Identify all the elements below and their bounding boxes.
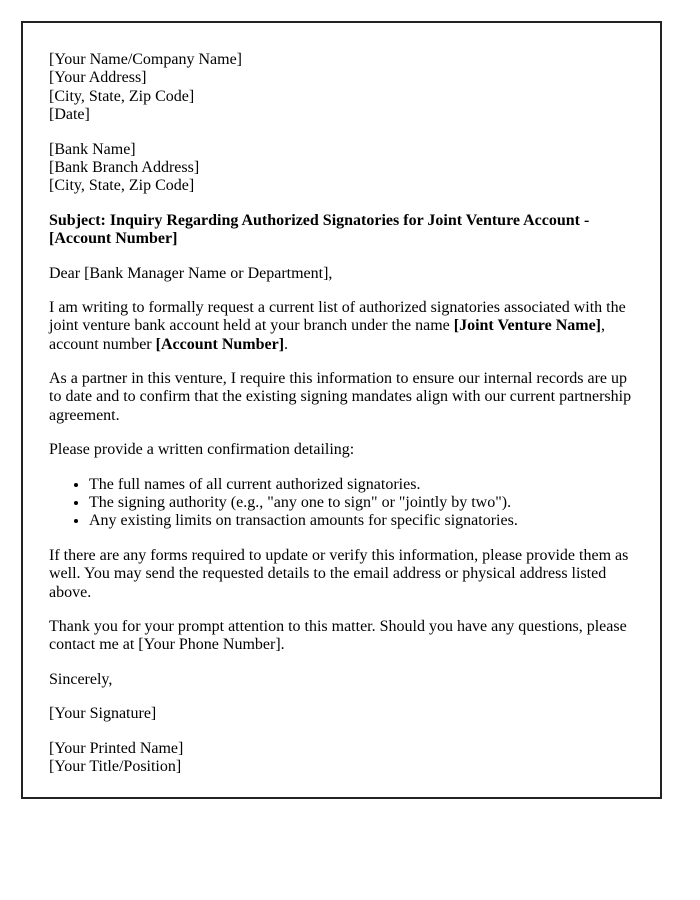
letter-document [21, 21, 662, 799]
thanks-paragraph: Thank you for your prompt attention to this matter. Should you have any questions, please contact me at [Your Phone Number]. [49, 617, 627, 654]
forms-paragraph: If there are any forms required to update or verify this information, please provide them as well. You may send the requested details to the email address or physical address listed above. [49, 546, 629, 601]
recipient-block [49, 141, 634, 196]
closing: Sincerely, [49, 670, 113, 688]
list-item-signatory-names: • The full names of all current authorized signatories. [89, 476, 634, 494]
list-item-transaction-limits: • Any existing limits on transaction amounts for specific signatories. [89, 512, 634, 530]
list-item-signing-authority: • The signing authority (e.g., "any one to sign" or "jointly by two"). [89, 494, 634, 512]
request-paragraph [49, 299, 634, 354]
joint-venture-name-placeholder: [Joint Venture Name] [453, 317, 601, 335]
requested-details-list [49, 476, 634, 531]
sender-city-line: [City, State, Zip Code] [49, 87, 195, 105]
signature-placeholder: [Your Signature] [49, 705, 157, 723]
request-text-1: I am writing to formally request a current list of authorized signatories associated with the joint venture bank account held at your branch under the name [49, 298, 626, 335]
bank-city-line: [City, State, Zip Code] [49, 177, 195, 195]
date-line: [Date] [49, 106, 90, 124]
list-intro: Please provide a written confirmation detailing: [49, 441, 355, 459]
bank-name-line: [Bank Name] [49, 140, 136, 158]
subject-line: Subject: Inquiry Regarding Authorized Signatories for Joint Venture Account - [Account Number] [49, 211, 590, 248]
title-position-line: [Your Title/Position] [49, 757, 182, 775]
request-text-3: . [284, 335, 289, 353]
account-number-placeholder: [Account Number] [155, 335, 285, 353]
bank-branch-line: [Bank Branch Address] [49, 158, 200, 176]
sender-name-line: [Your Name/Company Name] [49, 51, 243, 68]
salutation: Dear [Bank Manager Name or Department], [49, 264, 333, 282]
purpose-paragraph: As a partner in this venture, I require this information to ensure our internal records are up to date and to confirm that the existing signing mandates align with our current partnership agreement. [49, 370, 632, 424]
signature-block [49, 740, 634, 777]
request-text-2: , account number [49, 317, 605, 353]
sender-block [49, 51, 634, 125]
printed-name-line: [Your Printed Name] [49, 739, 184, 757]
sender-address-line: [Your Address] [49, 69, 147, 87]
